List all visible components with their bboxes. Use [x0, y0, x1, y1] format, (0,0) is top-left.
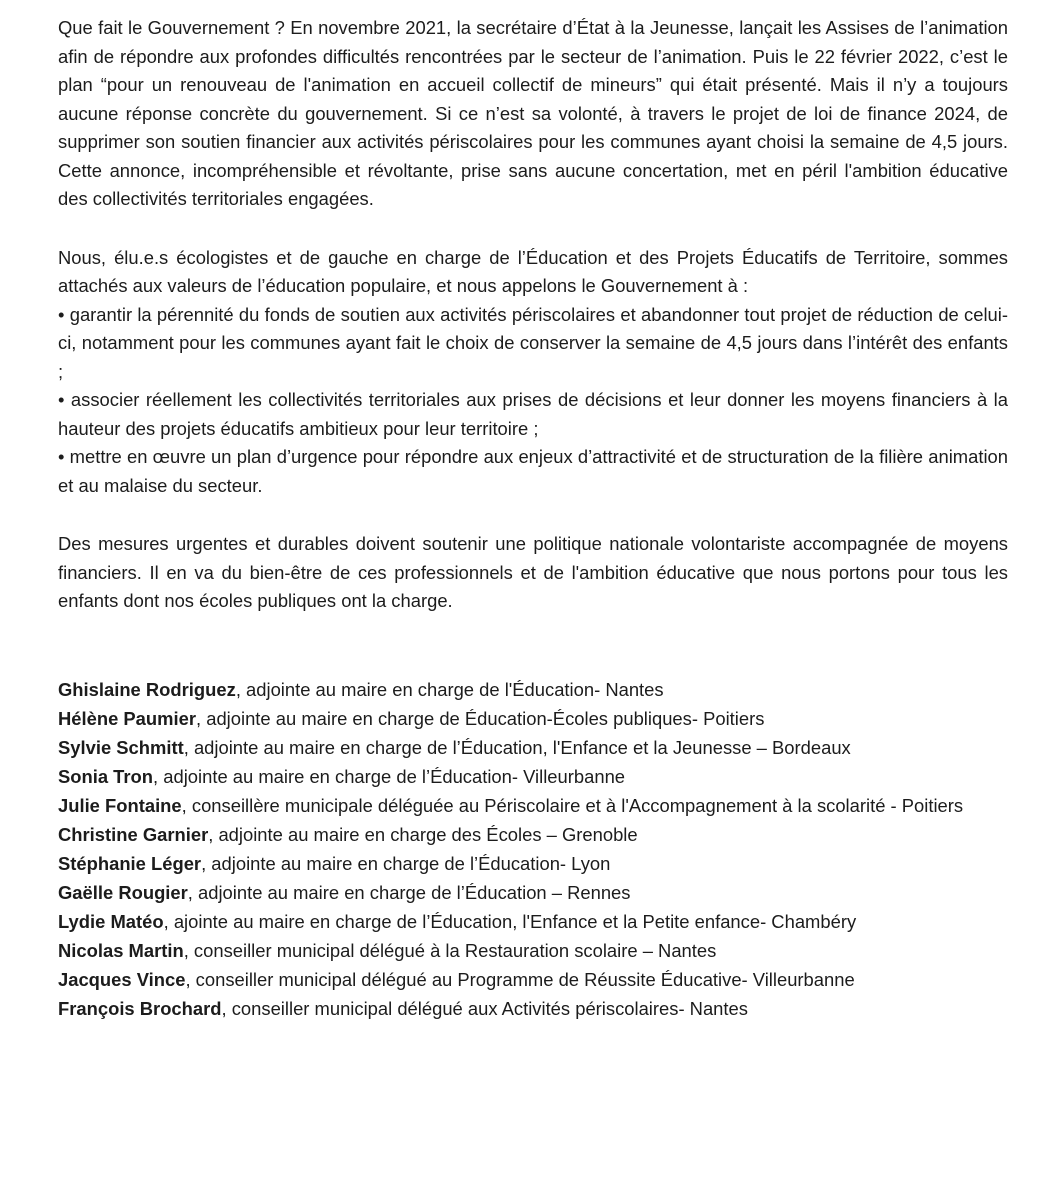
signatory-role: , adjointe au maire en charge de l’Éducation, l'Enfance et la Jeunesse – Bordeaux [183, 736, 851, 758]
signatory [58, 849, 1008, 878]
signatory-name: Gaëlle Rougier [58, 881, 188, 903]
signatory [58, 878, 1008, 907]
signatory-name: Ghislaine Rodriguez [58, 678, 236, 700]
signatory-name: Sonia Tron [58, 765, 154, 787]
signatory-role: , adjointe au maire en charge de l’Éducation- Lyon [201, 852, 611, 874]
signatory-role: , adjointe au maire en charge de l’Éducation – Rennes [187, 881, 631, 903]
signatory-name: Stéphanie Léger [58, 852, 202, 874]
paragraph-spacer [58, 616, 1008, 675]
signatory-role: , ajointe au maire en charge de l’Éducation, l'Enfance et la Petite enfance- Chambéry [163, 910, 857, 932]
signatory [58, 820, 1008, 849]
signatory-name: Lydie Matéo [58, 910, 164, 932]
paragraph-spacer [58, 500, 1008, 530]
signatory [58, 733, 1008, 762]
signatory-role: , conseiller municipal délégué au Programme de Réussite Éducative- Villeurbanne [185, 968, 855, 990]
paragraph-conclusion: Des mesures urgentes et durables doivent soutenir une politique nationale volontariste accompagnée de moyens financiers. Il en va du bien-être de ces professionnels et de l'ambition éducative que nous portons pour tous les enfants dont nos écoles publiques ont la charge. [58, 533, 1008, 611]
signatory [58, 907, 1008, 936]
signatory [58, 994, 1008, 1023]
signatory [58, 675, 1008, 704]
signatory-name: Sylvie Schmitt [58, 736, 184, 758]
signatory-name: Nicolas Martin [58, 939, 184, 961]
signatories-list [58, 675, 1008, 1023]
document-body [58, 14, 1008, 1023]
signatory-role: , conseiller municipal délégué à la Restauration scolaire – Nantes [183, 939, 717, 961]
paragraph-spacer [58, 214, 1008, 244]
signatory-role: , conseiller municipal délégué aux Activités périscolaires- Nantes [221, 997, 748, 1019]
signatory [58, 704, 1008, 733]
signatory-role: , adjointe au maire en charge des Écoles – Grenoble [208, 823, 638, 845]
signatory-name: Julie Fontaine [58, 794, 182, 816]
signatory [58, 965, 1008, 994]
demand-bullet: • mettre en œuvre un plan d’urgence pour répondre aux enjeux d’attractivité et de structuration de la filière animation et au malaise du secteur. [58, 446, 1008, 496]
signatory-name: François Brochard [58, 997, 222, 1019]
signatory [58, 791, 1008, 820]
signatory-name: Jacques Vince [58, 968, 186, 990]
signatory-role: , adjointe au maire en charge de Éducation-Écoles publiques- Poitiers [196, 707, 765, 729]
signatory-role: , adjointe au maire en charge de l’Éducation- Villeurbanne [153, 765, 626, 787]
signatory-role: , adjointe au maire en charge de l'Éducation- Nantes [235, 678, 664, 700]
paragraph-call-to-government: Nous, élu.e.s écologistes et de gauche en charge de l’Éducation et des Projets Éducatifs de Territoire, sommes attachés aux valeurs de l’éducation populaire, et nous appelons le Gouvernement à : [58, 246, 1008, 296]
signatory-role: , conseillère municipale déléguée au Périscolaire et à l'Accompagnement à la scolarité - Poitiers [181, 794, 964, 816]
signatory-name: Hélène Paumier [58, 707, 196, 729]
demand-bullet: • garantir la pérennité du fonds de soutien aux activités périscolaires et abandonner tout projet de réduction de celui-ci, notamment pour les communes ayant fait le choix de conserver la semaine de 4,5 jours dans l’intérêt des enfants ; [58, 303, 1008, 382]
signatory [58, 762, 1008, 791]
demand-bullet: • associer réellement les collectivités territoriales aux prises de décisions et leur donner les moyens financiers à la hauteur des projets éducatifs ambitieux pour leur territoire ; [58, 389, 1008, 439]
signatory-name: Christine Garnier [58, 823, 209, 845]
paragraph-government-context: Que fait le Gouvernement ? En novembre 2021, la secrétaire d’État à la Jeunesse, lançait les Assises de l’animation afin de répondre aux profondes difficultés rencontrées par le secteur de l’animation. Puis le 22 février 2022, c’est le plan “pour un renouveau de l'animation en accueil collectif de mineurs” qui était présenté. Mais il n’y a toujours aucune réponse concrète du gouvernement. Si ce n’est sa volonté, à travers le projet de loi de finance 2024, de supprimer son soutien financier aux activités périscolaires pour les communes ayant choisi la semaine de 4,5 jours. Cette annonce, incompréhensible et révoltante, prise sans aucune concertation, met en péril l'ambition éducative des collectivités territoriales engagées. [58, 17, 1008, 209]
signatory [58, 936, 1008, 965]
